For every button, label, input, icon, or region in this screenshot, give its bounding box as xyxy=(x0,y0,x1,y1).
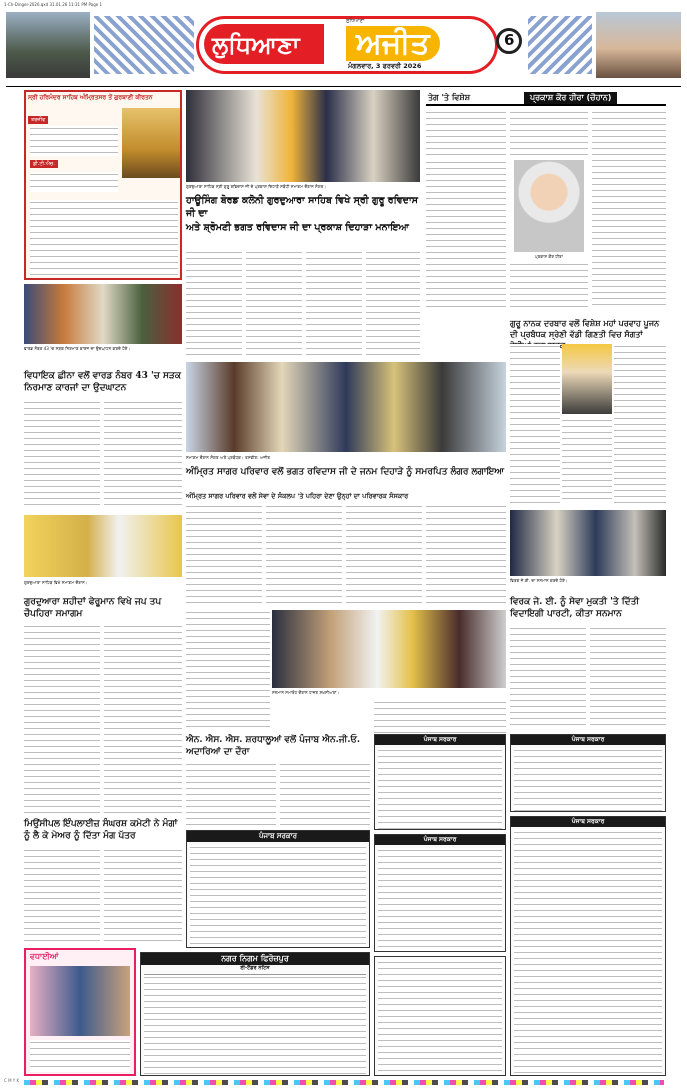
masthead-right-photo xyxy=(596,12,681,78)
right-photo-2-caption: ਵਿਰਕ ਜੇ.ਈ. ਦਾ ਸਨਮਾਨ ਕਰਦੇ ਹੋਏ। xyxy=(510,578,568,583)
center-story-2-body-b xyxy=(186,762,276,826)
left-story-2-headline: ਵਿਧਾਇਕ ਛੀਨਾ ਵਲੋਂ ਵਾਰਡ ਨੰਬਰ 43 'ਚ ਸੜਕ ਨਿਰਮਾਣ ਕਾਰਜਾਂ ਦਾ ਉਦਘਾਟਨ xyxy=(24,371,182,393)
lead-body-1 xyxy=(186,250,242,358)
lead-photo-caption: ਗੁਰਦੁਆਰਾ ਸਾਹਿਬ ਸ੍ਰੀ ਗੁਰੂ ਰਵਿਦਾਸ ਜੀ ਦੇ ਪ੍ਰਕਾਸ਼ ਦਿਹਾੜੇ ਸਬੰਧੀ ਸਮਾਗਮ ਦੌਰਾਨ ਸੰਗਤ। xyxy=(186,184,327,189)
masthead-left-photo xyxy=(6,12,90,78)
column-header xyxy=(426,92,666,106)
left-photo-2-caption: ਗੁਰਦੁਆਰਾ ਸਾਹਿਬ ਵਿਖੇ ਸਮਾਗਮ ਦੌਰਾਨ। xyxy=(24,580,88,585)
center-story-1-body-b xyxy=(266,504,342,604)
center-photo-2-caption: ਸਨਮਾਨ ਸਮਾਰੋਹ ਦੌਰਾਨ ਹਾਜ਼ਰ ਸ਼ਖ਼ਸੀਅਤਾਂ। xyxy=(272,690,340,695)
column-body-4 xyxy=(426,160,506,310)
left-story-4-body xyxy=(24,848,100,944)
left-story-3-headline: ਗੁਰਦੁਆਰਾ ਸ਼ਹੀਦਾਂ ਫੇਰੂਮਾਨ ਵਿਖੇ ਜਪ ਤਪ ਚੌਪਹਿਰਾ ਸਮਾਗਮ xyxy=(24,597,162,619)
column-body-2 xyxy=(510,110,588,158)
left-photo-1 xyxy=(24,284,182,344)
left-story-4-body-b xyxy=(104,848,182,944)
masthead-tagline: ਲੁਧਿਆਣਾ xyxy=(346,18,365,24)
ad-nagar-nigam-body xyxy=(144,974,366,1076)
ad-punjab-govt-5 xyxy=(510,816,666,1076)
greeting-body xyxy=(30,1040,130,1072)
ad-punjab-govt-5-body xyxy=(514,830,662,1076)
color-bar xyxy=(24,1080,664,1085)
right-story-2-body-a xyxy=(510,626,586,730)
masthead-city: ਲੁਧਿਆਣਾ xyxy=(212,30,300,59)
column-label: ਤੇਗ 'ਤੇ ਵਿਸ਼ੇਸ਼ xyxy=(428,93,471,102)
lead-body-3 xyxy=(306,250,362,358)
masthead-date: ਮੰਗਲਵਾਰ, 3 ਫਰਵਰੀ 2026 xyxy=(348,62,422,70)
left-story-4-headline: ਮਿਉਂਸੀਪਲ ਇੰਪਲਾਈਜ਼ ਸੰਘਰਸ਼ ਕਮੇਟੀ ਨੇ ਮੰਗਾਂ ਨੂੰ ਲੈ ਕੇ ਮੇਅਰ ਨੂੰ ਦਿੱਤਾ ਮੰਗ ਪੱਤਰ xyxy=(24,819,178,841)
center-photo-1-caption: ਸਮਾਗਮ ਦੌਰਾਨ ਸੰਗਤ ਅਤੇ ਪ੍ਰਬੰਧਕ। ਤਸਵੀਰ: ਅਜੀਤ xyxy=(186,455,271,460)
center-story-2-body-c xyxy=(280,762,370,826)
ad-punjab-govt-2-body xyxy=(514,748,662,812)
print-slug: 1-Ch-Dinger-2026.qxd 31.01.26 11:31 PM Page 1 xyxy=(4,2,103,7)
lead-headline-2: ਅਤੇ ਸ਼੍ਰੋਮਣੀ ਭਗਤ ਰਵਿਦਾਸ ਜੀ ਦਾ ਪ੍ਰਕਾਸ਼ ਦਿਹਾੜਾ ਮਨਾਇਆ xyxy=(186,222,409,233)
right-story-2-body-b xyxy=(590,626,666,730)
center-story-1-body-a xyxy=(186,504,262,604)
boxed-story-title: ਸ੍ਰੀ ਹਰਿਮੰਦਰ ਸਾਹਿਬ ਅੰਮ੍ਰਿਤਸਰ ਤੋਂ ਗੁਰਬਾਣੀ ਕੀਰਤਨ xyxy=(28,94,153,101)
ad-nagar-nigam-title: ਨਗਰ ਨਿਗਮ ਫਿਰੋਜ਼ਪੁਰ xyxy=(141,953,369,965)
boxed-story-tag2: ਡੀ.ਟੀ.ਐਚ. xyxy=(30,160,58,168)
column-portrait-caption: ਪ੍ਰਕਾਸ਼ ਕੌਰ ਹੀਰਾ xyxy=(535,254,563,259)
greeting-ad xyxy=(24,948,136,1076)
boxed-story-body-2 xyxy=(30,172,118,192)
boxed-story-tag1: ਤਰਜੀਵ xyxy=(28,116,48,124)
masthead xyxy=(0,10,687,88)
greeting-photo xyxy=(30,966,130,1036)
right-story-1-body-b xyxy=(614,344,666,504)
page-number: 6 xyxy=(504,31,515,49)
greeting-ad-title: ਵਧਾਈਆਂ xyxy=(30,952,59,961)
ad-punjab-govt-4-title: ਪੰਜਾਬ ਸਰਕਾਰ xyxy=(375,835,505,845)
column-body-3 xyxy=(592,110,666,310)
ad-nagar-nigam-subtitle: ਈ-ਟੈਂਡਰ ਨੋਟਿਸ xyxy=(240,965,270,971)
lead-photo xyxy=(186,90,420,182)
ad-punjab-govt-2-title: ਪੰਜਾਬ ਸਰਕਾਰ xyxy=(511,735,665,745)
column-name: ਪ੍ਰਕਾਸ਼ ਕੌਰ ਹੀਰਾ (ਚੌਹਾਨ) xyxy=(524,92,617,104)
right-story-1-body-c xyxy=(562,418,612,504)
ad-bottom-center-body xyxy=(378,960,502,1074)
ad-punjab-govt-3 xyxy=(186,830,370,948)
column-body-1 xyxy=(426,110,506,158)
lead-body-2 xyxy=(246,250,302,358)
column-portrait xyxy=(514,160,584,252)
center-story-1-body-d xyxy=(426,504,506,604)
footer-cmyk: C M Y K xyxy=(4,1078,20,1083)
ad-nagar-nigam xyxy=(140,952,370,1076)
center-photo-1 xyxy=(186,362,506,452)
left-photo-2 xyxy=(24,515,182,577)
left-story-3-body-b xyxy=(104,624,182,814)
center-story-1-subhead: ਅੰਮ੍ਰਿਤ ਸਾਗਰ ਪਰਿਵਾਰ ਵਲੋਂ ਸੇਵਾ ਦੇ ਸੰਕਲਪ 'ਤੇ ਪਹਿਰਾ ਦੇਣਾ ਉਨ੍ਹਾਂ ਦਾ ਪਰਿਵਾਰਕ ਸੰਸਕਾਰ xyxy=(186,492,409,500)
golden-temple-photo xyxy=(122,108,180,178)
masthead-rule xyxy=(6,86,681,87)
ad-punjab-govt-5-title: ਪੰਜਾਬ ਸਰਕਾਰ xyxy=(511,817,665,827)
boxed-story-body-1 xyxy=(30,126,118,156)
center-story-2-body-a xyxy=(186,610,270,730)
masthead-left-pattern xyxy=(94,16,194,74)
ad-bottom-center xyxy=(374,956,506,1076)
right-photo-2 xyxy=(510,510,666,576)
left-story-3-body xyxy=(24,624,100,814)
ad-punjab-govt-1-body xyxy=(378,748,502,830)
ad-punjab-govt-1 xyxy=(374,734,506,830)
center-photo-2 xyxy=(272,610,506,688)
boxed-story xyxy=(24,90,182,280)
left-story-2-body xyxy=(24,400,100,510)
boxed-story-body-3 xyxy=(30,200,178,276)
lead-body-4 xyxy=(366,250,420,358)
right-story-1-photo xyxy=(562,344,612,414)
right-story-1-headline: ਗੁਰੂ ਨਾਨਕ ਦਰਬਾਰ ਵਲੋਂ ਵਿਸ਼ੇਸ਼ ਮਹਾਂ ਪਰਵਾਹ ਪੂਜਨ ਦੀ ਪ੍ਰਬੰਧਕ ਸ੍ਰੇਣੀ ਵੱਡੀ ਗਿਣਤੀ ਵਿਚ ਸੰਗਤਾਂ xyxy=(510,318,660,339)
left-photo-1-caption: ਵਾਰਡ ਨੰਬਰ 43 'ਚ ਸੜਕ ਨਿਰਮਾਣ ਕਾਰਜ ਦਾ ਉਦਘਾਟਨ ਕਰਦੇ ਹੋਏ। xyxy=(24,346,131,351)
center-story-1-body-c xyxy=(346,504,422,604)
ad-punjab-govt-3-title: ਪੰਜਾਬ ਸਰਕਾਰ xyxy=(187,831,369,842)
ad-punjab-govt-4 xyxy=(374,834,506,952)
right-story-1-body-a xyxy=(510,344,560,504)
ad-punjab-govt-3-body xyxy=(190,845,366,948)
ad-punjab-govt-2 xyxy=(510,734,666,812)
left-story-2-body-b xyxy=(104,400,182,510)
masthead-right-pattern xyxy=(528,16,592,74)
right-story-2-headline: ਵਿਰਕ ਜੇ. ਈ. ਨੂੰ ਸੇਵਾ ਮੁਕਤੀ 'ਤੇ ਦਿੱਤੀ ਵਿਦਾਇਗੀ ਪਾਰਟੀ, ਕੀਤਾ ਸਨਮਾਨ xyxy=(510,597,640,619)
lead-headline-1: ਹਾਊਸਿੰਗ ਬੋਰਡ ਕਲੋਨੀ ਗੁਰਦੁਆਰਾ ਸਾਹਿਬ ਵਿਖੇ ਸ੍ਰੀ ਗੁਰੂ ਰਵਿਦਾਸ ਜੀ ਦਾ xyxy=(186,195,419,219)
ad-punjab-govt-1-title: ਪੰਜਾਬ ਸਰਕਾਰ xyxy=(375,735,505,745)
column-body-5 xyxy=(510,262,588,310)
masthead-paper: ਅਜੀਤ xyxy=(346,26,440,61)
ad-punjab-govt-4-body xyxy=(378,848,502,952)
center-story-1-headline: ਅੰਮ੍ਰਿਤ ਸਾਗਰ ਪਰਿਵਾਰ ਵਲੋਂ ਭਗਤ ਰਵਿਦਾਸ ਜੀ ਦੇ ਜਨਮ ਦਿਹਾੜੇ ਨੂੰ ਸਮਰਪਿਤ ਲੰਗਰ ਲਗਾਇਆ xyxy=(186,467,505,477)
center-story-2-headline: ਐਨ. ਐਸ. ਐਸ. ਸ਼ਰਧਾਲੂਆਂ ਵਲੋਂ ਪੰਜਾਬ ਐਨ.ਜੀ.ਓ. ਅਦਾਰਿਆਂ ਦਾ ਦੌਰਾ xyxy=(186,735,361,757)
